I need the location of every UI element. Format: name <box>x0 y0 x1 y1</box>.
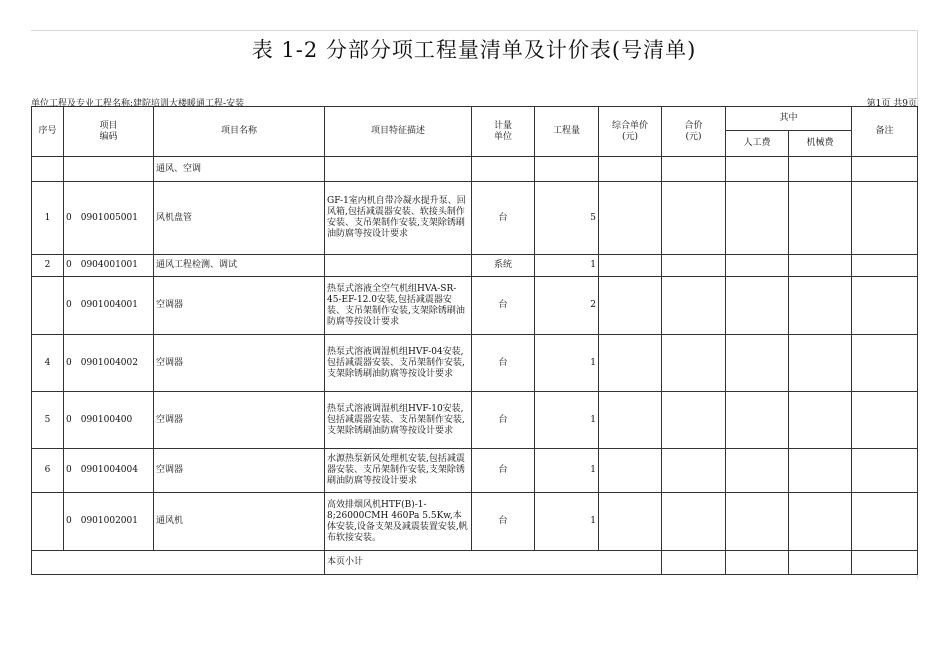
cell-code: 0 0904001001 <box>64 255 154 277</box>
cell-qty: 1 <box>535 255 599 277</box>
table-row <box>32 277 918 335</box>
cell-desc: 高效排烟风机HTF(B)-1-8;26000CMH 460Pa 5.5Kw,本体安装,设备支架及减震装置安装,帆布软接安装。 <box>325 493 472 551</box>
page-info: 第1页 共9页 <box>866 99 917 109</box>
header-seq: 序号 <box>32 107 64 157</box>
cell-code: 0 0901002001 <box>64 493 154 551</box>
subtotal-row <box>32 551 918 575</box>
cell-code: 0 0901004002 <box>64 335 154 392</box>
header-desc: 项目特征描述 <box>325 107 472 157</box>
bill-table <box>31 106 918 575</box>
header-of-which: 其中 <box>726 107 852 131</box>
cell-qty: 1 <box>535 449 599 493</box>
cell-qty: 2 <box>535 277 599 335</box>
header-unit-price: 综合单价 (元) <box>599 107 662 157</box>
cell-seq <box>32 277 64 335</box>
cell-qty: 1 <box>535 493 599 551</box>
cell-name: 通风工程检测、调试 <box>154 255 325 277</box>
cell-seq: 6 <box>32 449 64 493</box>
cell-qty: 1 <box>535 392 599 449</box>
cell-desc: 热泵式溶液全空气机组HVA-SR-45-EF-12.0安装,包括减震器安装、支吊架制作安装,支架除锈刷油防腐等按设计要求 <box>325 277 472 335</box>
subtotal-label: 本页小计 <box>325 551 662 575</box>
header-qty: 工程量 <box>535 107 599 157</box>
header-machine: 机械费 <box>789 131 852 157</box>
header-name: 项目名称 <box>154 107 325 157</box>
cell-code: 0 0901004001 <box>64 277 154 335</box>
cell-desc <box>325 255 472 277</box>
cell-desc: GF-1室内机自带冷凝水提升泵、回风箱,包括减震器安装、软接头制作安装、支吊架制作安装,支架除锈刷油防腐等按设计要求 <box>325 182 472 255</box>
table-row <box>32 182 918 255</box>
cell-qty: 5 <box>535 182 599 255</box>
table-row <box>32 392 918 449</box>
header-code: 项目 编码 <box>64 107 154 157</box>
cell-name: 空调器 <box>154 277 325 335</box>
cell-qty: 1 <box>535 335 599 392</box>
cell-seq: 2 <box>32 255 64 277</box>
section-row <box>32 157 918 182</box>
cell-unit: 台 <box>472 449 535 493</box>
cell-unit: 台 <box>472 335 535 392</box>
cell-unit: 台 <box>472 182 535 255</box>
cell-name: 空调器 <box>154 392 325 449</box>
table-row <box>32 493 918 551</box>
cell-name: 空调器 <box>154 449 325 493</box>
header-unit: 计量 单位 <box>472 107 535 157</box>
cell-seq: 5 <box>32 392 64 449</box>
cell-desc: 热泵式溶液调湿机组HVF-10安装,包括减震器安装、支吊架制作安装,支架除锈刷油防腐等按设计要求 <box>325 392 472 449</box>
section-label: 通风、空调 <box>154 157 325 182</box>
table-row <box>32 255 918 277</box>
cell-name: 风机盘管 <box>154 182 325 255</box>
cell-name: 通风机 <box>154 493 325 551</box>
cell-code: 0 0901004004 <box>64 449 154 493</box>
cell-desc: 热泵式溶液调湿机组HVF-04安装,包括减震器安装、支吊架制作安装,支架除锈刷油防腐等按设计要求 <box>325 335 472 392</box>
page-title: 表 1-2 分部分项工程量清单及计价表(号清单) <box>251 38 697 62</box>
cell-seq: 1 <box>32 182 64 255</box>
project-label: 单位工程及专业工程名称:建院培训大楼暖通工程-安装 <box>31 99 245 109</box>
header-remark: 备注 <box>852 107 918 157</box>
cell-desc: 水源热泵新风处理机安装,包括减震器安装、支吊架制作安装,支架除锈刷油防腐等按设计要求 <box>325 449 472 493</box>
cell-unit: 系统 <box>472 255 535 277</box>
table-row <box>32 335 918 392</box>
cell-name: 空调器 <box>154 335 325 392</box>
cell-unit: 台 <box>472 392 535 449</box>
cell-code: 0 0901005001 <box>64 182 154 255</box>
header-total: 合价 (元) <box>662 107 726 157</box>
cell-seq <box>32 493 64 551</box>
header-labor: 人工费 <box>726 131 789 157</box>
cell-unit: 台 <box>472 493 535 551</box>
table-row <box>32 449 918 493</box>
cell-seq: 4 <box>32 335 64 392</box>
cell-unit: 台 <box>472 277 535 335</box>
cell-code: 0 090100400 <box>64 392 154 449</box>
